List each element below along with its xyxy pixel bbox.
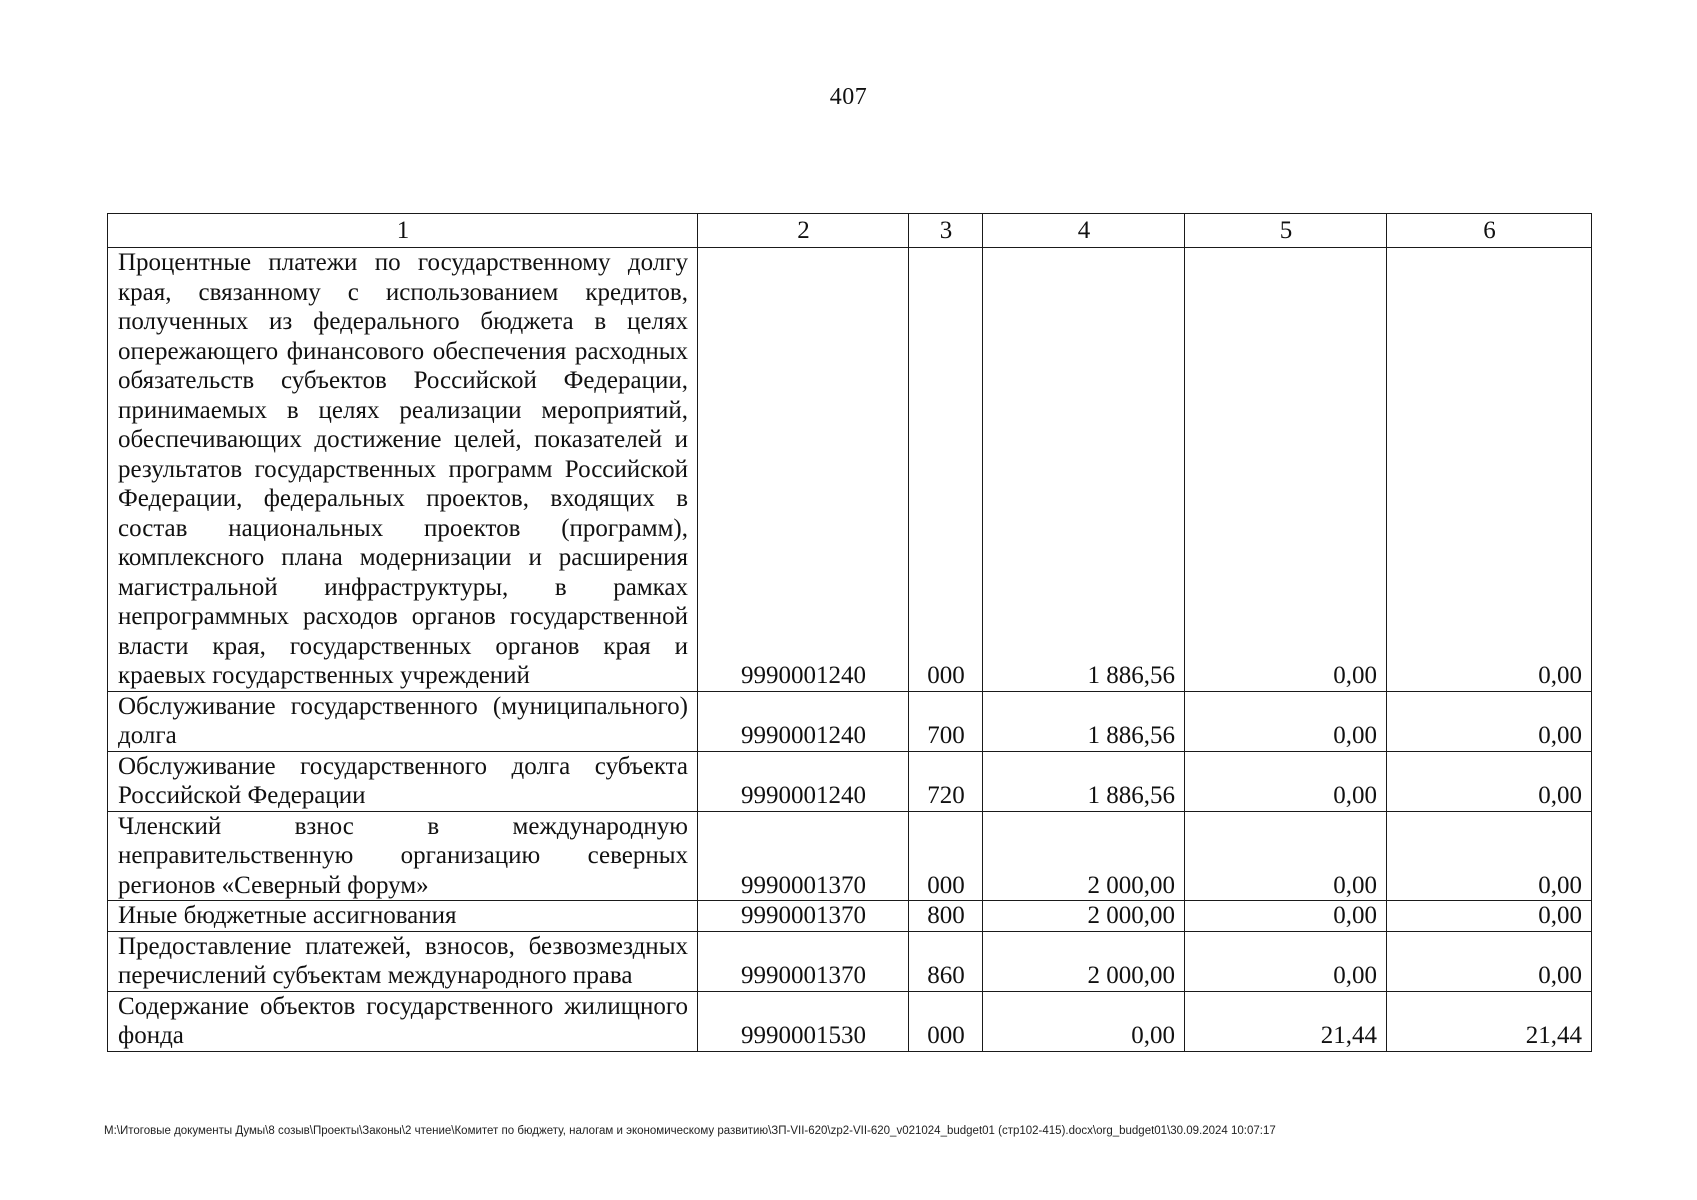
row-value-6: 0,00 <box>1387 691 1592 751</box>
row-type: 700 <box>909 691 983 751</box>
row-value-5: 0,00 <box>1185 751 1387 811</box>
table-row <box>108 931 1592 991</box>
row-value-4: 2 000,00 <box>983 901 1185 932</box>
row-value-6: 21,44 <box>1387 991 1592 1051</box>
row-value-5: 0,00 <box>1185 811 1387 901</box>
row-code: 9990001240 <box>698 691 909 751</box>
row-value-5: 0,00 <box>1185 248 1387 692</box>
row-value-4: 1 886,56 <box>983 751 1185 811</box>
row-value-4: 1 886,56 <box>983 248 1185 692</box>
table-row <box>108 991 1592 1051</box>
table-row <box>108 751 1592 811</box>
column-header-6: 6 <box>1387 214 1592 248</box>
row-value-5: 0,00 <box>1185 901 1387 932</box>
table-row <box>108 691 1592 751</box>
row-description: Процентные платежи по государственному долгу края, связанному с использованием кредитов, полученных из федерального бюджета в целях опережающего финансового обеспечения расходных обязательств субъектов Российской Федерации, принимаемых в целях реализации мероприятий, обеспечивающих достижение целей, показателей и результатов государственных программ Российской Федерации, федеральных проектов, входящих в состав национальных проектов (программ), комплексного плана модернизации и расширения магистральной инфраструктуры, в рамках непрограммных расходов органов государственной власти края, государственных органов края и краевых государственных учреждений <box>108 248 698 692</box>
row-code: 9990001530 <box>698 991 909 1051</box>
footer-file-path: M:\Итоговые документы Думы\8 созыв\Проекты\Законы\2 чтение\Комитет по бюджету, налогам и экономическому развитию\ЗП-VII-620\zp2-VII-620_v021024_budget01 (стр102-415).docx\org_budget01\30.09.2024 10:07:17 <box>104 1125 1276 1137</box>
page-number: 407 <box>829 84 868 110</box>
row-description: Предоставление платежей, взносов, безвозмездных перечислений субъектам международного права <box>108 931 698 991</box>
row-type: 000 <box>909 991 983 1051</box>
column-header-1: 1 <box>108 214 698 248</box>
row-description: Содержание объектов государственного жилищного фонда <box>108 991 698 1051</box>
row-code: 9990001370 <box>698 811 909 901</box>
row-value-4: 2 000,00 <box>983 931 1185 991</box>
table-row <box>108 248 1592 692</box>
row-value-4: 2 000,00 <box>983 811 1185 901</box>
row-value-5: 0,00 <box>1185 691 1387 751</box>
row-value-5: 0,00 <box>1185 931 1387 991</box>
row-type: 000 <box>909 248 983 692</box>
row-description: Иные бюджетные ассигнования <box>108 901 698 932</box>
row-value-6: 0,00 <box>1387 751 1592 811</box>
row-code: 9990001370 <box>698 901 909 932</box>
table-row <box>108 901 1592 932</box>
column-header-2: 2 <box>698 214 909 248</box>
budget-table <box>107 213 1592 1052</box>
row-code: 9990001370 <box>698 931 909 991</box>
row-description: Обслуживание государственного (муниципального) долга <box>108 691 698 751</box>
row-value-6: 0,00 <box>1387 248 1592 692</box>
table-row <box>108 811 1592 901</box>
row-value-6: 0,00 <box>1387 901 1592 932</box>
row-value-6: 0,00 <box>1387 811 1592 901</box>
row-type: 000 <box>909 811 983 901</box>
column-header-3: 3 <box>909 214 983 248</box>
row-value-5: 21,44 <box>1185 991 1387 1051</box>
row-type: 860 <box>909 931 983 991</box>
table-header-row <box>108 214 1592 248</box>
row-description: Членский взнос в международную неправительственную организацию северных регионов «Северный форум» <box>108 811 698 901</box>
row-value-4: 1 886,56 <box>983 691 1185 751</box>
column-header-4: 4 <box>983 214 1185 248</box>
row-code: 9990001240 <box>698 751 909 811</box>
row-value-6: 0,00 <box>1387 931 1592 991</box>
row-type: 720 <box>909 751 983 811</box>
row-code: 9990001240 <box>698 248 909 692</box>
row-description: Обслуживание государственного долга субъекта Российской Федерации <box>108 751 698 811</box>
column-header-5: 5 <box>1185 214 1387 248</box>
row-type: 800 <box>909 901 983 932</box>
row-value-4: 0,00 <box>983 991 1185 1051</box>
